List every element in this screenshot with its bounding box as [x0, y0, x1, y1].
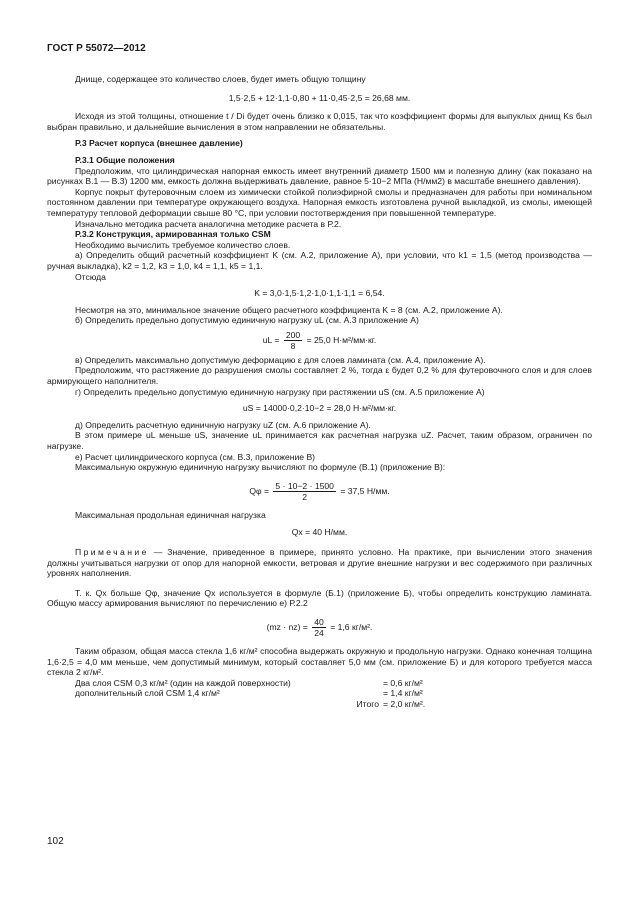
- table-row: [47, 699, 592, 710]
- paragraph: Таким образом, общая масса стекла 1,6 кг/м² способна выдержать окружную и продольную нагрузки. Однако конечная толщина 1,6·2,5 = 4,0 мм меньше, чем допустимый минимум, который составляет 5,0 мм (см. приложение Б) и для которого требуется масса стекла 2 кг/м².: [47, 645, 592, 678]
- paragraph: Несмотря на это, минимальное значение общего расчетного коэффициента K = 8 (см. А.2, приложение А).: [75, 304, 503, 315]
- formula: K = 3,0·1,5·1,2·1,0·1,1·1,1 = 6,54.: [254, 288, 385, 299]
- document-header: ГОСТ Р 55072—2012: [47, 43, 146, 54]
- formula-rhs: = 1,6 кг/м².: [330, 621, 373, 632]
- row-value: = 0,6 кг/м²: [383, 677, 423, 688]
- formula-rhs: = 37,5 Н/мм.: [340, 485, 390, 496]
- formula-lhs: uL =: [262, 334, 280, 345]
- numerator: 40: [314, 616, 324, 627]
- paragraph: Изначально методика расчета аналогична методике расчета в Р.2.: [75, 218, 342, 229]
- note: [47, 547, 592, 579]
- paragraph: г) Определить предельно допустимую единичную нагрузку при растяжении uS (см. А.5 приложение А): [75, 386, 485, 397]
- note-label: Примечание: [75, 547, 149, 557]
- formula-lhs: Qφ =: [249, 485, 270, 496]
- paragraph: в) Определить максимально допустимую деформацию ε для слоев ламината (см. А.4, приложение А).: [75, 354, 486, 365]
- row-value: = 2,0 кг/м².: [383, 698, 426, 709]
- subsection-heading: Р.3.1 Общие положения: [75, 154, 175, 165]
- paragraph: Исходя из этой толщины, отношение t / Di будет очень близко к 0,015, так что коэффициент формы для выпуклых днищ Ks был выбран правильно, и дальнейшие вычисления в этом направлении не обязательны.: [47, 111, 592, 132]
- subsection-heading: Р.3.2 Конструкция, армированная только CSM: [75, 229, 271, 240]
- formula-fraction: [47, 481, 592, 502]
- paragraph: Т. к. Qx больше Qφ, значение Qx используется в формуле (Б.1) (приложение Б), чтобы определить конструкцию ламината. Общую массу армирования вычисляют по перечислению е) Р.2.2: [47, 587, 592, 609]
- paragraph: Максимальная продольная единичная нагрузка: [75, 509, 266, 520]
- row-label: дополнительный слой CSM 1,4 кг/м²: [75, 688, 220, 699]
- paragraph: Отсюда: [75, 271, 106, 282]
- paragraph: Корпус покрыт футеровочным слоем из химически стойкой полиэфирной смолы и предназначен для работы при номинальном постоянном давлении при температуре окружающего воздуха. Напорная емкость изготовлена ручной выкладкой, из смолы, имеющей температуру тепловой деформации свыше 80 °С, при условии постотверждения при повышенной температуре.: [47, 186, 592, 218]
- paragraph: Предположим, что цилиндрическая напорная емкость имеет внутренний диаметр 1500 мм и полезную длину (как показано на рисунках В.1 — В.3) 1200 мм, емкость должна выдерживать давление, равное 5·10−2 МПа (Н/мм2) в масштабе внешнего давления).: [47, 165, 592, 187]
- paragraph: д) Определить расчетную единичную нагрузку uZ (см. А.6 приложение А).: [75, 419, 371, 430]
- formula-fraction: [47, 330, 592, 351]
- fraction: [273, 481, 336, 502]
- formula-fraction: [47, 617, 592, 638]
- formula: uS = 14000·0,2·10−2 = 28,0 Н·м²/мм·кг.: [242, 403, 397, 414]
- paragraph: Предположим, что растяжение до разрушения смолы составляет 2 %, тогда ε будет 0,2 % для футеровочного слоя и для слоев армирующего наполнителя.: [47, 365, 592, 387]
- formula-lhs: (mz · nz) =: [266, 621, 308, 632]
- numerator: 200: [285, 329, 301, 340]
- row-label: Два слоя CSM 0,3 кг/м² (один на каждой поверхности): [75, 677, 291, 688]
- paragraph: Необходимо вычислить требуемое количество слоев.: [75, 239, 291, 250]
- row-label: Итого: [356, 698, 379, 709]
- row-value: = 1,4 кг/м²: [383, 688, 423, 699]
- page-number: 102: [47, 836, 64, 847]
- note-text: — Значение, приведенное в примере, принято условно. На практике, при вычислении этого значения должны учитываться нагрузки от опор для напорной емкости, ветровая и другие внешние нагрузки и вес содержимого при различных уровнях наполнения.: [47, 547, 592, 579]
- denominator: 2: [302, 491, 308, 502]
- paragraph: б) Определить предельно допустимую единичную нагрузку uL (см. А.3 приложение А): [75, 315, 419, 326]
- paragraph: Максимальную окружную единичную нагрузку вычисляют по формуле (В.1) (приложение В):: [75, 462, 446, 473]
- formula-rhs: = 25,0 Н·м²/мм·кг.: [306, 334, 377, 345]
- paragraph: е) Расчет цилиндрического корпуса (см. В.3, приложение В): [75, 451, 316, 462]
- paragraph: а) Определить общий расчетный коэффициент K (см. А.2, приложение А), при условии, что k1 = 1,5 (метод производства — ручная выкладка), k2 = 1,2, k3 = 1,0, k4 = 1,1, k5 = 1,1.: [47, 250, 592, 271]
- page-content: [47, 74, 592, 710]
- formula: Qx = 40 Н/мм.: [291, 527, 348, 538]
- paragraph: В этом примере uL меньше uS, значение uL принимается как расчетная нагрузка uZ. Расчет, таким образом, ограничен по нагрузке.: [47, 430, 592, 452]
- denominator: 24: [314, 627, 324, 638]
- table-row: [47, 688, 592, 699]
- numerator: 5 · 10−2 · 1500: [275, 480, 334, 491]
- paragraph: Днище, содержащее это количество слоев, будет иметь общую толщину: [75, 74, 366, 84]
- fraction: [284, 330, 302, 351]
- fraction: [312, 617, 326, 638]
- table-row: [47, 678, 592, 689]
- formula: 1,5·2,5 + 12·1,1·0,80 + 11·0,45·2,5 = 26,68 мм.: [228, 92, 411, 103]
- denominator: 8: [290, 340, 296, 351]
- section-heading: Р.3 Расчет корпуса (внешнее давление): [75, 138, 243, 149]
